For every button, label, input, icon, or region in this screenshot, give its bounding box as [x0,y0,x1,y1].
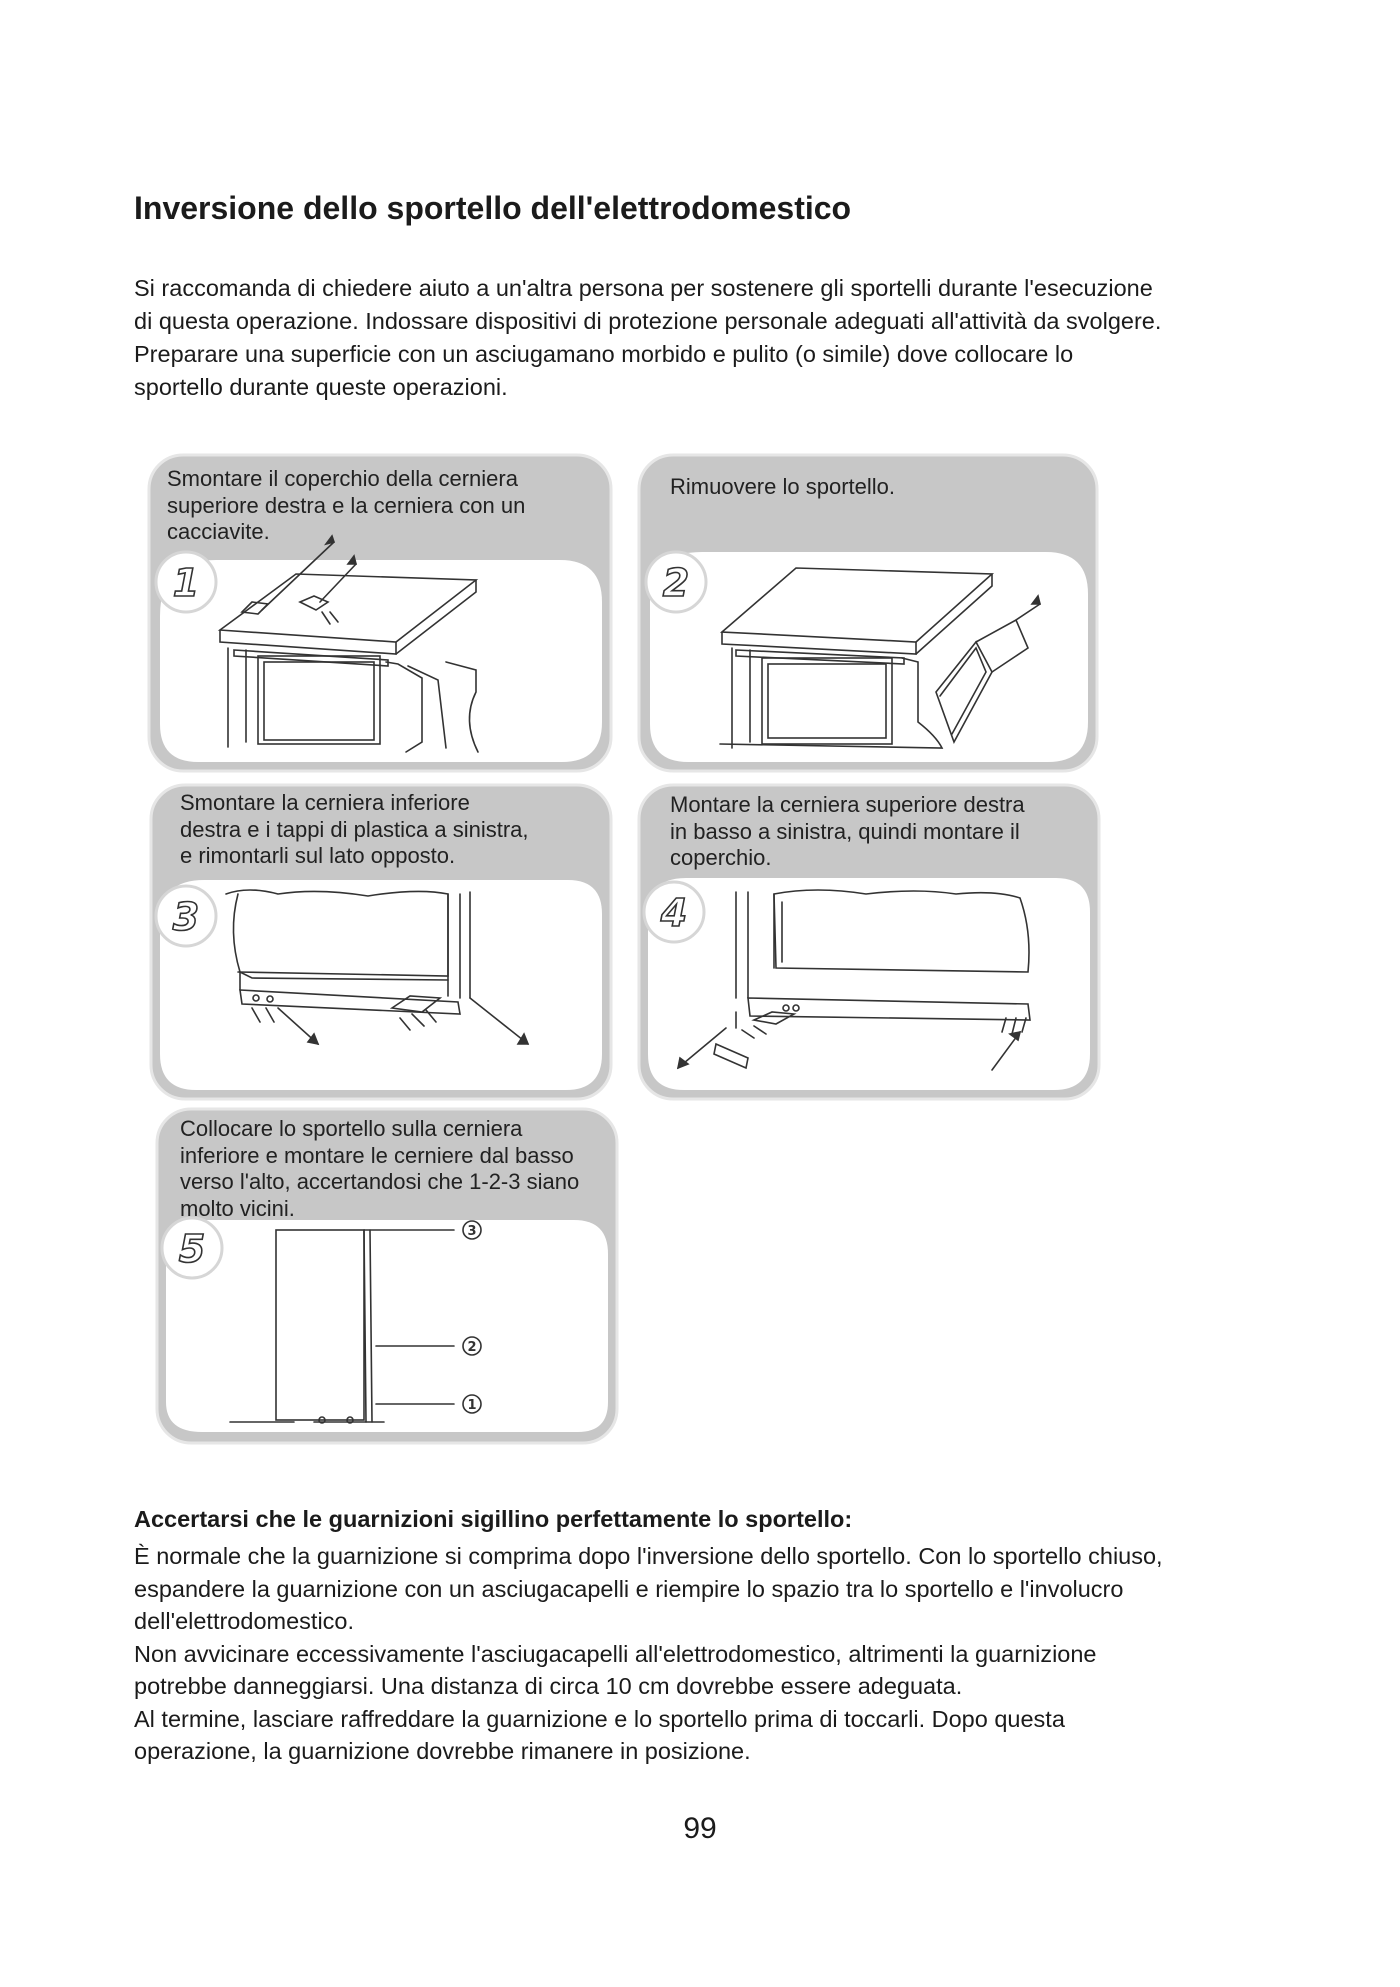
step-4-number: 4 [660,891,688,935]
intro-line: Si raccomanda di chiedere aiuto a un'altra persona per sostenere gli sportelli durante l'esecuzione [134,275,1153,301]
step-4-line: Montare la cerniera superiore destra [670,792,1025,817]
seal-line: Non avvicinare eccessivamente l'asciugacapelli all'elettrodomestico, altrimenti la guarnizione [134,1640,1097,1667]
marker-2: 2 [467,1340,477,1355]
intro-line: sportello durante queste operazioni. [134,374,508,400]
intro-line: Preparare una superficie con un asciugamano morbido e pulito (o simile) dove collocare lo [134,341,1074,367]
step-3-line: e rimontarli sul lato opposto. [180,843,456,868]
step-5-line: verso l'alto, accertandosi che 1-2-3 siano [180,1169,580,1194]
step-2-panel [636,452,1100,774]
step-2-line: Rimuovere lo sportello. [670,474,895,499]
step-1-line: Smontare il coperchio della cerniera [167,466,518,491]
step-4-line: coperchio. [670,845,772,870]
page-number: 99 [683,1812,717,1845]
seal-heading: Accertarsi che le guarnizioni sigillino perfettamente lo sportello: [134,1506,853,1532]
step-5-line: inferiore e montare le cerniere dal basso [180,1142,574,1168]
marker-3: 3 [467,1224,477,1239]
step-4-panel [636,782,1102,1102]
seal-paragraph [134,1540,1234,1768]
step-1-line: superiore destra e la cerniera con un [167,492,526,518]
step-3-number: 3 [172,895,200,939]
step-5-panel [154,1106,620,1446]
intro-paragraph [134,272,1224,404]
seal-line: dell'elettrodomestico. [134,1608,355,1634]
step-2-number: 2 [662,561,690,605]
step-3-line: destra e i tappi di plastica a sinistra, [180,816,529,842]
marker-1: 1 [467,1398,477,1413]
step-3-line: Smontare la cerniera inferiore [180,790,470,815]
step-1-number: 1 [172,561,200,605]
step-1-panel [146,452,614,774]
step-1-text [167,466,525,546]
seal-line: operazione, la guarnizione dovrebbe rimanere in posizione. [134,1738,751,1764]
step-5-number: 5 [178,1227,206,1271]
seal-line: È normale che la guarnizione si comprima dopo l'inversione dello sportello. Con lo sportello chiuso, [134,1543,1163,1569]
step-5-line: Collocare lo sportello sulla cerniera [180,1116,523,1141]
step-1-line: cacciavite. [167,519,270,544]
step-3-panel [148,782,614,1102]
step-3-text [180,790,529,870]
step-5-text [180,1116,579,1222]
page-title: Inversione dello sportello dell'elettrodomestico [134,190,852,226]
seal-line: potrebbe danneggiarsi. Una distanza di circa 10 cm dovrebbe essere adeguata. [134,1673,963,1699]
step-5-line: molto vicini. [180,1195,295,1221]
intro-line: di questa operazione. Indossare dispositivi di protezione personale adeguati all'attività da svolgere. [134,308,1162,334]
seal-line: Al termine, lasciare raffreddare la guarnizione e lo sportello prima di toccarli. Dopo questa [134,1705,1065,1732]
step-4-text [670,792,1025,872]
step-2-text [670,474,895,501]
step-4-line: in basso a sinistra, quindi montare il [670,818,1020,844]
seal-line: espandere la guarnizione con un asciugacapelli e riempire lo spazio tra lo sportello e l'involucro [134,1575,1124,1602]
